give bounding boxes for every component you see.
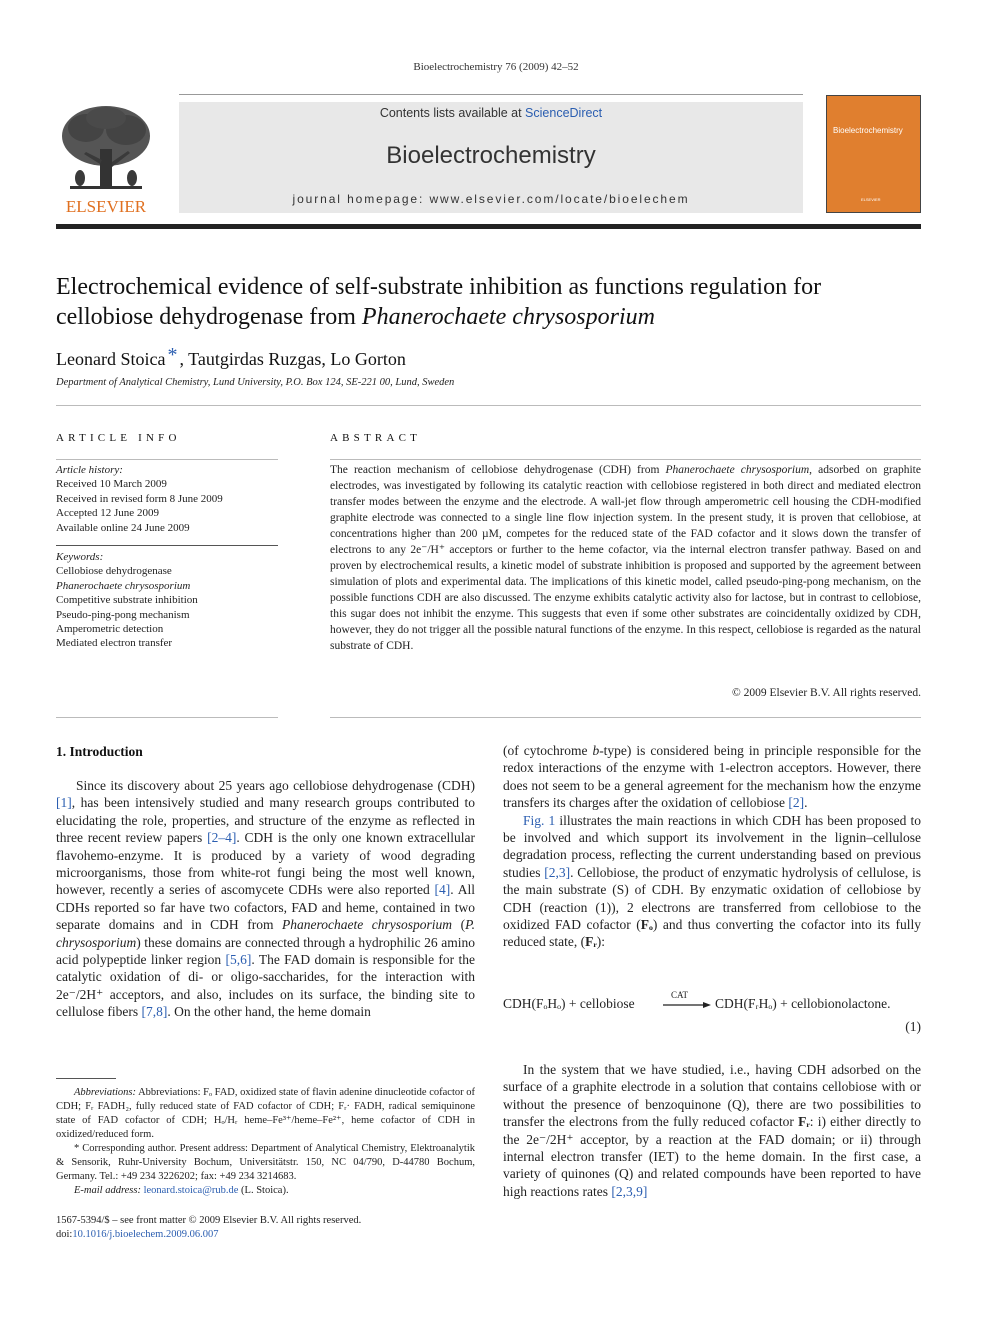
journal-cover-thumbnail[interactable]: [826, 95, 921, 213]
abstract-rule: [330, 459, 921, 460]
title-species: Phanerochaete chrysosporium: [361, 304, 655, 330]
section-heading-introduction: 1. Introduction: [56, 744, 143, 759]
elsevier-tree-icon: [56, 104, 156, 216]
equation-number: (1): [905, 1019, 921, 1034]
keywords-list: [56, 550, 278, 651]
footnote-rule: [56, 1078, 116, 1079]
intro-paragraph-1: Since its discovery about 25 years ago cellobiose dehydrogenase (CDH) [1], has been intensively studied and many research groups contributed to elucidating the role, properties, and structure of the enzyme as reflected in three recent review papers [2–4]. CDH is the only one known extracellular flavohemo-enzyme. It is produced by a variety of wood degrading microorganisms, those from white-rot fungi being the most well known, however, recently a series of ascomycete CDHs were also reported [4]. All CDHs reported so far have two cofactors, FAD and heme, contained in two separate domains and in CDH from Phanerochaete chrysosporium (P. chrysosporium) these domains are connected through a hydrophilic 26 amino acid polypeptide linker region [5,6]. The FAD domain is responsible for the catalytic oxidation of di- or oligo-saccharides, for the interaction with 2e⁻/2H⁺ acceptors, and also, includes on its surface, the binding site to cellulose fibers [7,8]. On the other hand, the heme domain: [56, 778, 476, 1020]
figure-link[interactable]: Fig. 1: [523, 812, 556, 828]
article-history: [56, 463, 278, 535]
email-footnote: E-mail address: leonard.stoica@rub.de (L. Stoica).: [74, 1185, 289, 1196]
journal-citation: Bioelectrochemistry 76 (2009) 42–52: [413, 61, 579, 73]
journal-banner: [179, 102, 803, 213]
history-accepted: Accepted 12 June 2009: [56, 507, 159, 520]
abstract-heading: ABSTRACT: [330, 432, 422, 444]
footnotes: [56, 1086, 475, 1198]
contents-line: [179, 106, 803, 120]
copyright-notice: © 2009 Elsevier B.V. All rights reserved.: [732, 687, 921, 699]
contents-prefix: Contents lists available at: [379, 106, 526, 120]
ref-link[interactable]: [1]: [56, 795, 72, 811]
history-received: Received 10 March 2009: [56, 478, 167, 491]
doi-line: doi:10.1016/j.bioelechem.2009.06.007: [56, 1229, 219, 1240]
email-link[interactable]: leonard.stoica@rub.de: [143, 1185, 239, 1196]
issn-block: [56, 1214, 361, 1242]
author-list: [56, 344, 406, 370]
keyword-item: Mediated electron transfer: [56, 637, 173, 650]
author-stoica: Leonard Stoica: [56, 349, 166, 369]
history-revised: Received in revised form 8 June 2009: [56, 492, 223, 505]
header-top-rule: [179, 94, 803, 95]
author-others: , Tautgirdas Ruzgas, Lo Gorton: [179, 349, 406, 369]
body-column-right-top: [503, 742, 921, 951]
keyword-item: Cellobiose dehydrogenase: [56, 565, 172, 578]
header-thick-rule: [56, 224, 921, 229]
equation-right-side: CDH(FᵣHₒ) + cellobionolactone.: [715, 996, 891, 1011]
history-label: Article history:: [56, 464, 123, 476]
ref-link[interactable]: [2,3,9]: [611, 1183, 648, 1199]
sciencedirect-link[interactable]: ScienceDirect: [525, 106, 603, 120]
corresponding-author-footnote: * Corresponding author. Present address: Department of Analytical Chemistry, Elektroanalytik & Sensorik, Ruhr-University Bochum, Universitätstr. 150, NC 04/790, D-44780 Bochum, Germany. Tel.: +49 234 3226202; fax: +49 234 3214683.: [56, 1143, 475, 1182]
body-column-left: [56, 777, 475, 1021]
reaction-arrow-icon: [661, 1000, 713, 1010]
intro-paragraph-2: Fig. 1 illustrates the main reactions in which CDH has been proposed to be involved and which support its involvement in the lignin–cellulose degradation process, reflecting the current understanding based on previous studies [2,3]. Cellobiose, the product of enzymatic hydrolysis of cellulose, is the main substrate (S) of CDH. By enzymatic oxidation of cellobiose by CDH (reaction (1)), 2 electrons are transferred from cellobiose to the oxidized FAD cofactor (Fₒ) and thus converting the cofactor into its fully reduced state, (Fᵣ):: [503, 812, 921, 950]
keyword-item: Phanerochaete chrysosporium: [56, 579, 191, 592]
article-info-bottom-rule: [56, 717, 278, 718]
keyword-item: Pseudo-ping-pong mechanism: [56, 608, 190, 621]
body-column-right-bottom: [503, 1061, 921, 1200]
article-title: [56, 272, 922, 332]
keyword-item: Competitive substrate inhibition: [56, 594, 198, 607]
cover-title: Bioelectrochemistry: [833, 126, 903, 135]
equation-1: [503, 990, 921, 1036]
affiliation: Department of Analytical Chemistry, Lund University, P.O. Box 124, SE-221 00, Lund, Sweden: [56, 377, 455, 388]
title-line-2: cellobiose dehydrogenase from Phanerochaete chrysosporium: [56, 304, 655, 330]
elsevier-logo[interactable]: [56, 104, 156, 216]
svg-text:ELSEVIER: ELSEVIER: [65, 197, 147, 216]
ref-link[interactable]: [2]: [788, 795, 805, 811]
ref-link[interactable]: [4]: [434, 882, 451, 898]
abbreviations-footnote: Abbreviations: Abbreviations: Fₒ FAD, oxidized state of flavin adenine dinucleotide cofactor of CDH; Fᵣ FADH₂, fully reduced state of FAD cofactor of CDH; Fᵣ· FADH, radical semiquinone state of FAD cofactor of CDH; Hₒ/Hᵣ heme–Fe³⁺/heme–Fe²⁺, heme cofactor of CDH in oxidized/reduced form.: [56, 1087, 475, 1140]
ref-link[interactable]: [5,6]: [225, 952, 252, 968]
journal-homepage[interactable]: journal homepage: www.elsevier.com/locate/bioelechem: [292, 192, 690, 206]
keywords-label: Keywords:: [56, 551, 104, 563]
article-info-rule: [56, 459, 278, 460]
equation-left-side: CDH(FₒHₒ) + cellobiose: [503, 996, 635, 1011]
keywords-rule: [56, 545, 278, 546]
ref-link[interactable]: [7,8]: [141, 1004, 168, 1020]
doi-link[interactable]: 10.1016/j.bioelechem.2009.06.007: [72, 1229, 219, 1240]
history-online: Available online 24 June 2009: [56, 521, 190, 534]
abstract-bottom-rule: [330, 717, 921, 718]
corresponding-author-mark[interactable]: *: [167, 344, 178, 366]
title-divider: [56, 405, 921, 406]
journal-title[interactable]: Bioelectrochemistry: [386, 142, 596, 169]
issn-line: 1567-5394/$ – see front matter © 2009 Elsevier B.V. All rights reserved.: [56, 1215, 362, 1226]
intro-paragraph-1-continued: (of cytochrome b-type) is considered being in principle responsible for the redox interactions of the enzyme with 1-electron acceptors. However, there does not seem to be a general agreement for the mechanism how the enzyme transfers its charges after the oxidation of cellobiose [2].: [503, 743, 921, 811]
ref-link[interactable]: [2,3]: [544, 864, 571, 880]
abstract-text: The reaction mechanism of cellobiose dehydrogenase (CDH) from Phanerochaete chrysosporium, adsorbed on graphite electrodes, was investigated by following its catalytic reaction with cellobiose registered in both direct and mediated electron transfer modes between the enzyme and the electrode. A wall-jet flow through amperometric cell housing the CDH-modified graphite electrode was connected to a single line flow injection system. In the present study, it is proven that cellobiose, at concentrations higher than 200 µM, competes for the reduced state of the FAD cofactor and it slows down the transfer of electrons to any 2e⁻/H⁺ acceptors or further to the heme cofactor, via the internal electron transfer pathway. Based on and proven by electrochemical results, a kinetic model of substrate inhibition is proposed and supported by the agreement between simulation of plots and experimental data. The implications of this kinetic model, called pseudo-ping-pong mechanism, on the possible functions CDH are also discussed. The enzyme exhibits catalytic activity also for lactose, but in contrast to cellobiose, this sugar does not inhibit the enzyme. This suggests that even if some other substrates are coincidentally oxidized by CDH, however, they do not trigger all the possible natural functions of the enzyme. In this respect, cellobiose is regarded as the natural substrate of CDH.: [330, 464, 921, 652]
equation-catalyst-label: CAT: [671, 990, 689, 1000]
title-line-1: Electrochemical evidence of self-substrate inhibition as functions regulation for: [56, 274, 822, 300]
article-info-heading: ARTICLE INFO: [56, 432, 181, 444]
cover-publisher-mark: ELSEVIER: [861, 197, 881, 202]
keyword-item: Amperometric detection: [56, 623, 164, 636]
intro-paragraph-3: In the system that we have studied, i.e., having CDH adsorbed on the surface of a graphite electrode in a solution that contains cellobiose with or without the presence of benzoquinone (Q), there are two possibilities to transfer the electrons from the fully reduced cofactor Fᵣ: i) either directly to the 2e⁻/2H⁺ acceptor, by a reaction at the FAD domain; or ii) through internal electron transfer (IET) to the heme domain. In the first case, a variety of quinones (Q) and related compounds have been reported to have high reactions rates [2,3,9]: [503, 1062, 921, 1199]
ref-link[interactable]: [2–4]: [207, 830, 237, 846]
